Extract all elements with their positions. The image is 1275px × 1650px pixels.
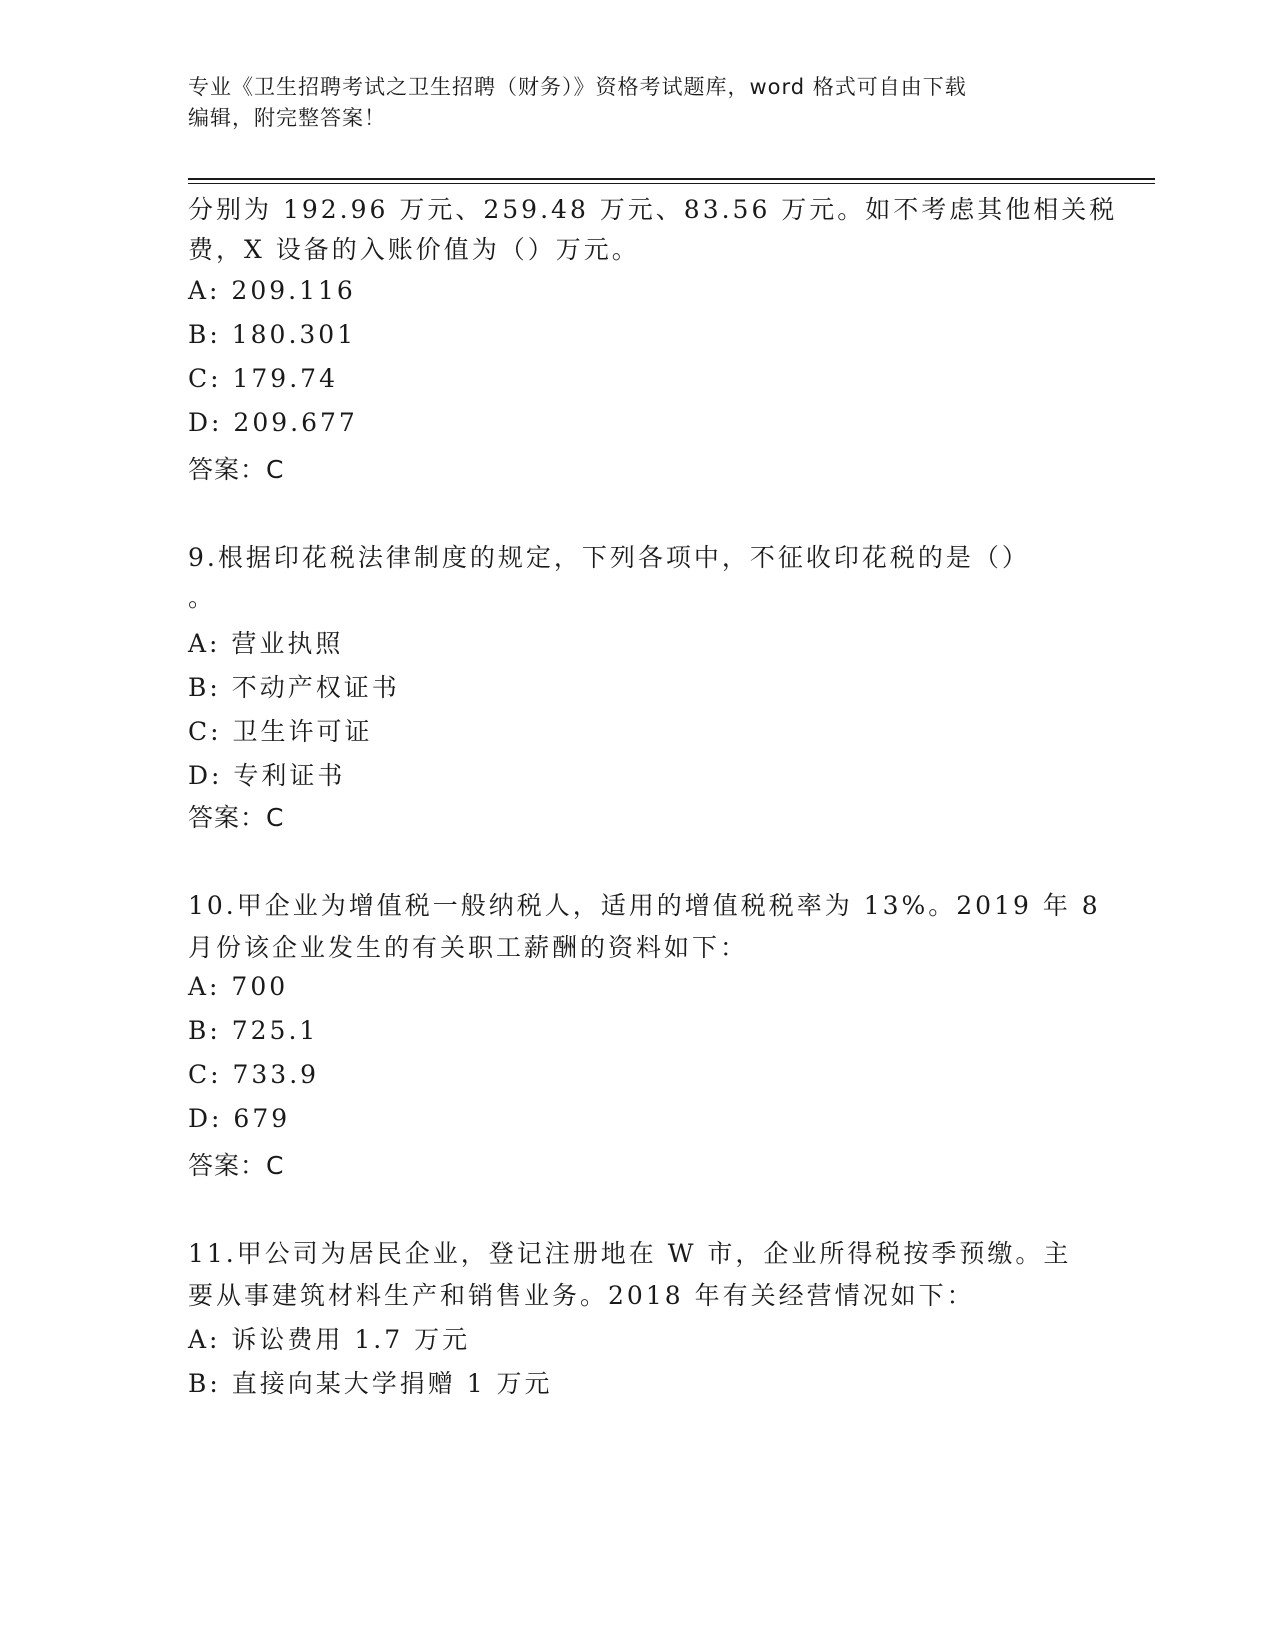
q10-option-a: A: 700 <box>188 972 289 1001</box>
document-header <box>188 72 1088 134</box>
header-rule-thin <box>188 183 1155 184</box>
q11-stem-line-1: 11.甲公司为居民企业，登记注册地在 W 市，企业所得税按季预缴。主 <box>188 1239 1072 1268</box>
q10-option-b: B: 725.1 <box>188 1016 319 1045</box>
header-rule-thick <box>188 178 1155 180</box>
q10-option-c: C: 733.9 <box>188 1060 320 1089</box>
q8-option-b: B: 180.301 <box>188 320 357 349</box>
header-line-1: 专业《卫生招聘考试之卫生招聘（财务）》资格考试题库，word 格式可自由下载 <box>188 75 967 99</box>
q11-stem-line-2: 要从事建筑材料生产和销售业务。2018 年有关经营情况如下： <box>188 1281 975 1310</box>
q11-option-b: B: 直接向某大学捐赠 1 万元 <box>188 1369 553 1398</box>
q10-option-d: D: 679 <box>188 1104 291 1133</box>
q9-option-c: C: 卫生许可证 <box>188 717 373 746</box>
q10-answer: 答案：C <box>188 1151 285 1180</box>
q11-option-a: A: 诉讼费用 1.7 万元 <box>188 1325 471 1354</box>
q8-option-c: C: 179.74 <box>188 364 338 393</box>
q9-stem-line-2: 。 <box>188 583 217 612</box>
q9-option-a: A: 营业执照 <box>188 629 344 658</box>
header-line-2: 编辑，附完整答案！ <box>188 106 386 130</box>
q8-option-a: A: 209.116 <box>188 276 356 305</box>
q9-option-d: D: 专利证书 <box>188 761 346 790</box>
q9-option-b: B: 不动产权证书 <box>188 673 400 702</box>
q10-stem-line-2: 月份该企业发生的有关职工薪酬的资料如下： <box>188 933 749 962</box>
q8-stem-line-1: 分别为 192.96 万元、259.48 万元、83.56 万元。如不考虑其他相关税 <box>188 195 1118 224</box>
q8-answer: 答案：C <box>188 455 285 484</box>
q10-stem-line-1: 10.甲企业为增值税一般纳税人，适用的增值税税率为 13%。2019 年 8 <box>188 891 1101 920</box>
q8-stem-line-2: 费，X 设备的入账价值为（）万元。 <box>188 235 640 264</box>
q9-stem-line-1: 9.根据印花税法律制度的规定，下列各项中，不征收印花税的是（） <box>188 543 1030 572</box>
q8-option-d: D: 209.677 <box>188 408 358 437</box>
q9-answer: 答案：C <box>188 803 285 832</box>
